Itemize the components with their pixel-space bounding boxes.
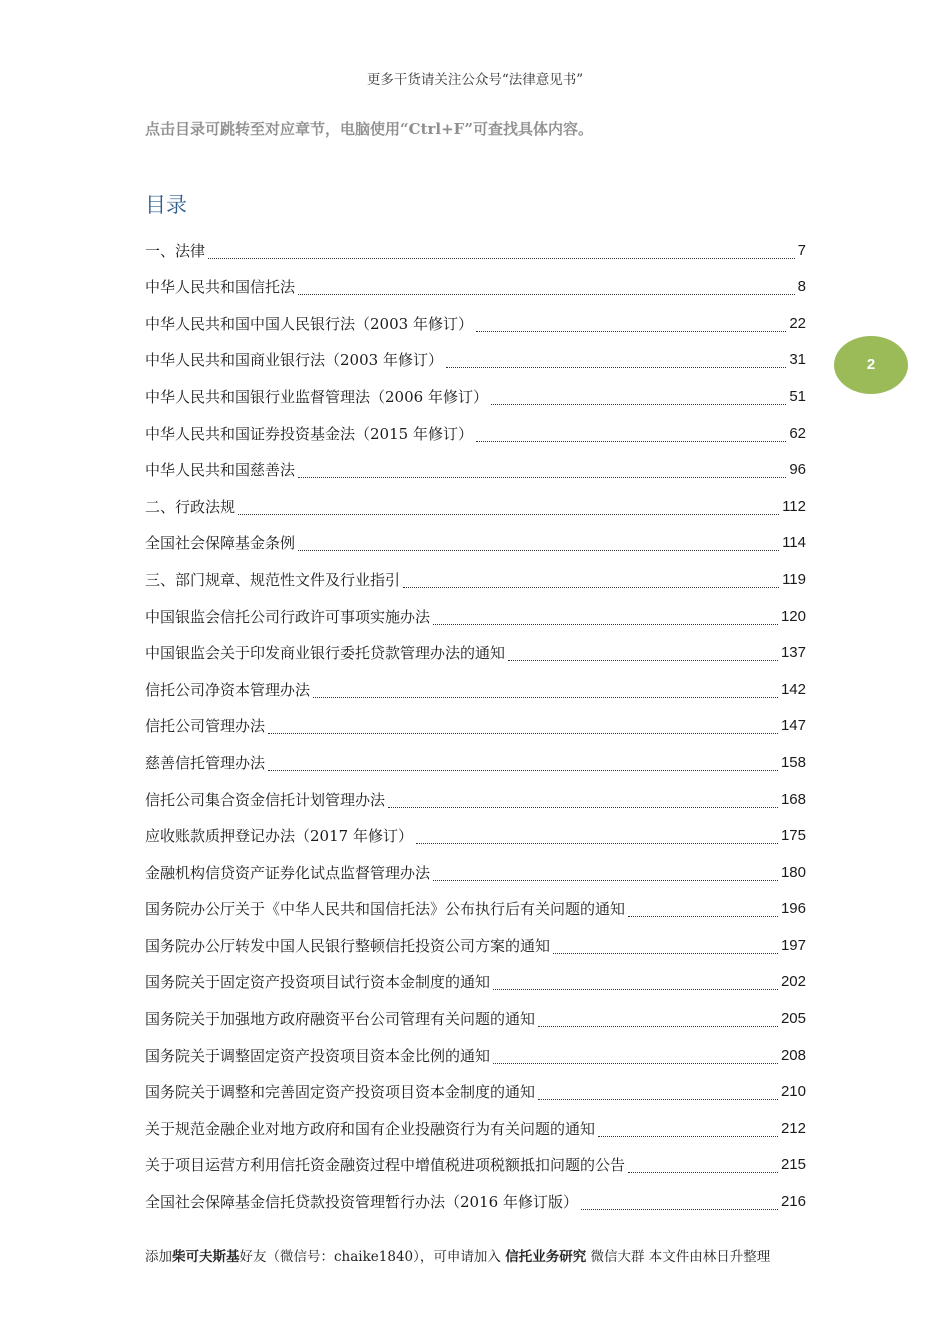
toc-dot-leader [476,440,786,442]
toc-entry-link[interactable] [145,521,806,558]
toc-entry-label: 国务院关于加强地方政府融资平台公司管理有关问题的通知 [145,1010,536,1029]
toc-entry[interactable] [145,338,806,375]
toc-entry-page: 202 [780,973,806,991]
toc-entry-label: 关于项目运营方利用信托资金融资过程中增值税进项税额抵扣问题的公告 [145,1156,626,1175]
toc-entry[interactable] [145,374,806,411]
toc-dot-leader [433,623,778,625]
toc-entry-page: 180 [780,863,806,881]
footer-group-name: 信托业务研究 [505,1249,587,1265]
toc-entry-page: 8 [797,278,806,296]
toc-dot-leader [628,915,778,917]
toc-entry-page: 62 [789,424,806,442]
toc-entry[interactable] [145,521,806,558]
toc-dot-leader [403,586,779,588]
toc-entry-link[interactable] [145,594,806,631]
toc-entry-label: 二、行政法规 [145,497,236,516]
toc-entry[interactable] [145,850,806,887]
toc-dot-leader [538,1098,778,1100]
toc-dot-leader [416,842,778,844]
toc-entry-page: 31 [789,351,806,369]
toc-entry-link[interactable] [145,1179,806,1216]
toc-entry-link[interactable] [145,228,806,265]
toc-entry-link[interactable] [145,704,806,741]
toc-entry-label: 中华人民共和国商业银行法（2003 年修订） [145,351,443,370]
toc-entry-page: 197 [780,936,806,954]
toc-dot-leader [268,769,778,771]
toc-dot-leader [313,696,778,698]
toc-title: 目录 [145,193,187,217]
footer-contact-name: 柴可夫斯基 [172,1249,240,1265]
toc-entry-page: 212 [780,1119,806,1137]
toc-entry[interactable] [145,960,806,997]
toc-entry-link[interactable] [145,338,806,375]
toc-dot-leader [628,1171,778,1173]
toc-dot-leader [493,988,778,990]
footer-middle: 好友（微信号：chaike1840），可申请加入 [239,1249,501,1265]
toc-entry-label: 全国社会保障基金信托贷款投资管理暂行办法（2016 年修订版） [145,1193,578,1212]
toc-entry-page: 158 [780,753,806,771]
toc-entry-label: 国务院关于调整和完善固定资产投资项目资本金制度的通知 [145,1083,536,1102]
toc-entry-label: 中华人民共和国慈善法 [145,461,296,480]
toc-dot-leader [581,1208,778,1210]
footer-prefix: 添加 [145,1249,172,1265]
toc-entry[interactable] [145,484,806,521]
toc-dot-leader [298,476,786,478]
toc-entry[interactable] [145,777,806,814]
toc-entry-link[interactable] [145,996,806,1033]
toc-entry-page: 147 [780,717,806,735]
toc-entry-label: 信托公司集合资金信托计划管理办法 [145,790,386,809]
toc-entry-link[interactable] [145,411,806,448]
toc-entry[interactable] [145,301,806,338]
toc-entry-link[interactable] [145,1070,806,1107]
toc-dot-leader [208,257,795,259]
toc-entry-link[interactable] [145,960,806,997]
toc-dot-leader [493,1062,778,1064]
toc-entry[interactable] [145,740,806,777]
toc-entry-link[interactable] [145,814,806,851]
toc-entry[interactable] [145,631,806,668]
toc-entry-page: 216 [780,1193,806,1211]
toc-list [145,228,806,1216]
toc-entry-label: 一、法律 [145,241,206,260]
toc-dot-leader [538,1025,778,1027]
footer-note [145,1245,770,1265]
toc-entry[interactable] [145,557,806,594]
toc-entry[interactable] [145,1106,806,1143]
toc-entry-page: 22 [789,314,806,332]
toc-dot-leader [298,549,779,551]
toc-dot-leader [238,513,779,515]
toc-entry-label: 国务院关于固定资产投资项目试行资本金制度的通知 [145,973,491,992]
toc-entry[interactable] [145,265,806,302]
toc-entry-page: 137 [780,644,806,662]
toc-entry-page: 114 [782,534,806,552]
toc-entry-page: 205 [780,1010,806,1028]
toc-entry-link[interactable] [145,850,806,887]
toc-entry-label: 中华人民共和国中国人民银行法（2003 年修订） [145,314,473,333]
toc-dot-leader [508,659,778,661]
toc-entry-label: 中国银监会关于印发商业银行委托贷款管理办法的通知 [145,644,506,663]
toc-entry[interactable] [145,228,806,265]
toc-entry-link[interactable] [145,265,806,302]
toc-entry[interactable] [145,1033,806,1070]
toc-entry-label: 中华人民共和国银行业监督管理法（2006 年修订） [145,387,488,406]
toc-entry-page: 142 [780,680,806,698]
toc-entry-page: 96 [789,461,806,479]
toc-entry-label: 中国银监会信托公司行政许可事项实施办法 [145,607,431,626]
toc-entry[interactable] [145,448,806,485]
toc-entry-page: 120 [780,607,806,625]
toc-entry-page: 210 [780,1083,806,1101]
toc-entry[interactable] [145,594,806,631]
toc-dot-leader [491,403,786,405]
toc-entry[interactable] [145,1143,806,1180]
toc-dot-leader [553,952,778,954]
toc-dot-leader [433,879,778,881]
toc-entry[interactable] [145,1070,806,1107]
toc-entry-link[interactable] [145,1143,806,1180]
toc-entry[interactable] [145,667,806,704]
toc-entry-link[interactable] [145,667,806,704]
toc-dot-leader [298,293,795,295]
toc-dot-leader [446,366,786,368]
toc-entry[interactable] [145,996,806,1033]
toc-entry[interactable] [145,923,806,960]
toc-entry-link[interactable] [145,374,806,411]
footer-suffix: 微信大群 本文件由林日升整理 [590,1249,771,1265]
toc-entry[interactable] [145,887,806,924]
toc-entry-page: 7 [797,241,806,259]
toc-entry[interactable] [145,411,806,448]
toc-entry-link[interactable] [145,740,806,777]
toc-entry-label: 中华人民共和国证券投资基金法（2015 年修订） [145,424,473,443]
toc-entry-page: 196 [780,900,806,918]
toc-entry-label: 中华人民共和国信托法 [145,278,296,297]
toc-entry-link[interactable] [145,887,806,924]
toc-dot-leader [476,330,786,332]
toc-entry-link[interactable] [145,301,806,338]
toc-entry-link[interactable] [145,631,806,668]
toc-entry[interactable] [145,704,806,741]
header-note: 更多干货请关注公众号“法律意见书” [366,72,584,88]
toc-entry-label: 全国社会保障基金条例 [145,534,296,553]
toc-entry-link[interactable] [145,1106,806,1143]
toc-entry-page: 215 [780,1156,806,1174]
toc-entry-label: 应收账款质押登记办法（2017 年修订） [145,827,413,846]
toc-entry-label: 关于规范金融企业对地方政府和国有企业投融资行为有关问题的通知 [145,1119,596,1138]
toc-entry-label: 国务院办公厅关于《中华人民共和国信托法》公布执行后有关问题的通知 [145,900,626,919]
page-number-badge: 2 [834,336,908,394]
toc-entry[interactable] [145,1179,806,1216]
toc-entry-link[interactable] [145,1033,806,1070]
toc-entry-link[interactable] [145,557,806,594]
toc-entry-page: 112 [782,497,806,515]
toc-entry-label: 三、部门规章、规范性文件及行业指引 [145,570,401,589]
toc-entry-page: 208 [780,1046,806,1064]
toc-entry-link[interactable] [145,484,806,521]
toc-entry-link[interactable] [145,923,806,960]
toc-entry-label: 国务院办公厅转发中国人民银行整顿信托投资公司方案的通知 [145,936,551,955]
toc-entry-page: 168 [780,790,806,808]
toc-entry-label: 金融机构信贷资产证券化试点监督管理办法 [145,863,431,882]
toc-dot-leader [388,806,778,808]
toc-dot-leader [268,732,778,734]
toc-entry-label: 慈善信托管理办法 [145,753,266,772]
toc-entry-link[interactable] [145,777,806,814]
toc-entry-page: 175 [780,827,806,845]
toc-entry-link[interactable] [145,448,806,485]
toc-entry-page: 119 [782,570,806,588]
toc-entry-label: 信托公司净资本管理办法 [145,680,311,699]
toc-dot-leader [598,1135,778,1137]
toc-entry-label: 国务院关于调整固定资产投资项目资本金比例的通知 [145,1046,491,1065]
toc-entry-label: 信托公司管理办法 [145,717,266,736]
navigation-hint: 点击目录可跳转至对应章节，电脑使用“Ctrl+F”可查找具体内容。 [145,120,593,138]
toc-entry-page: 51 [789,387,806,405]
toc-entry[interactable] [145,814,806,851]
